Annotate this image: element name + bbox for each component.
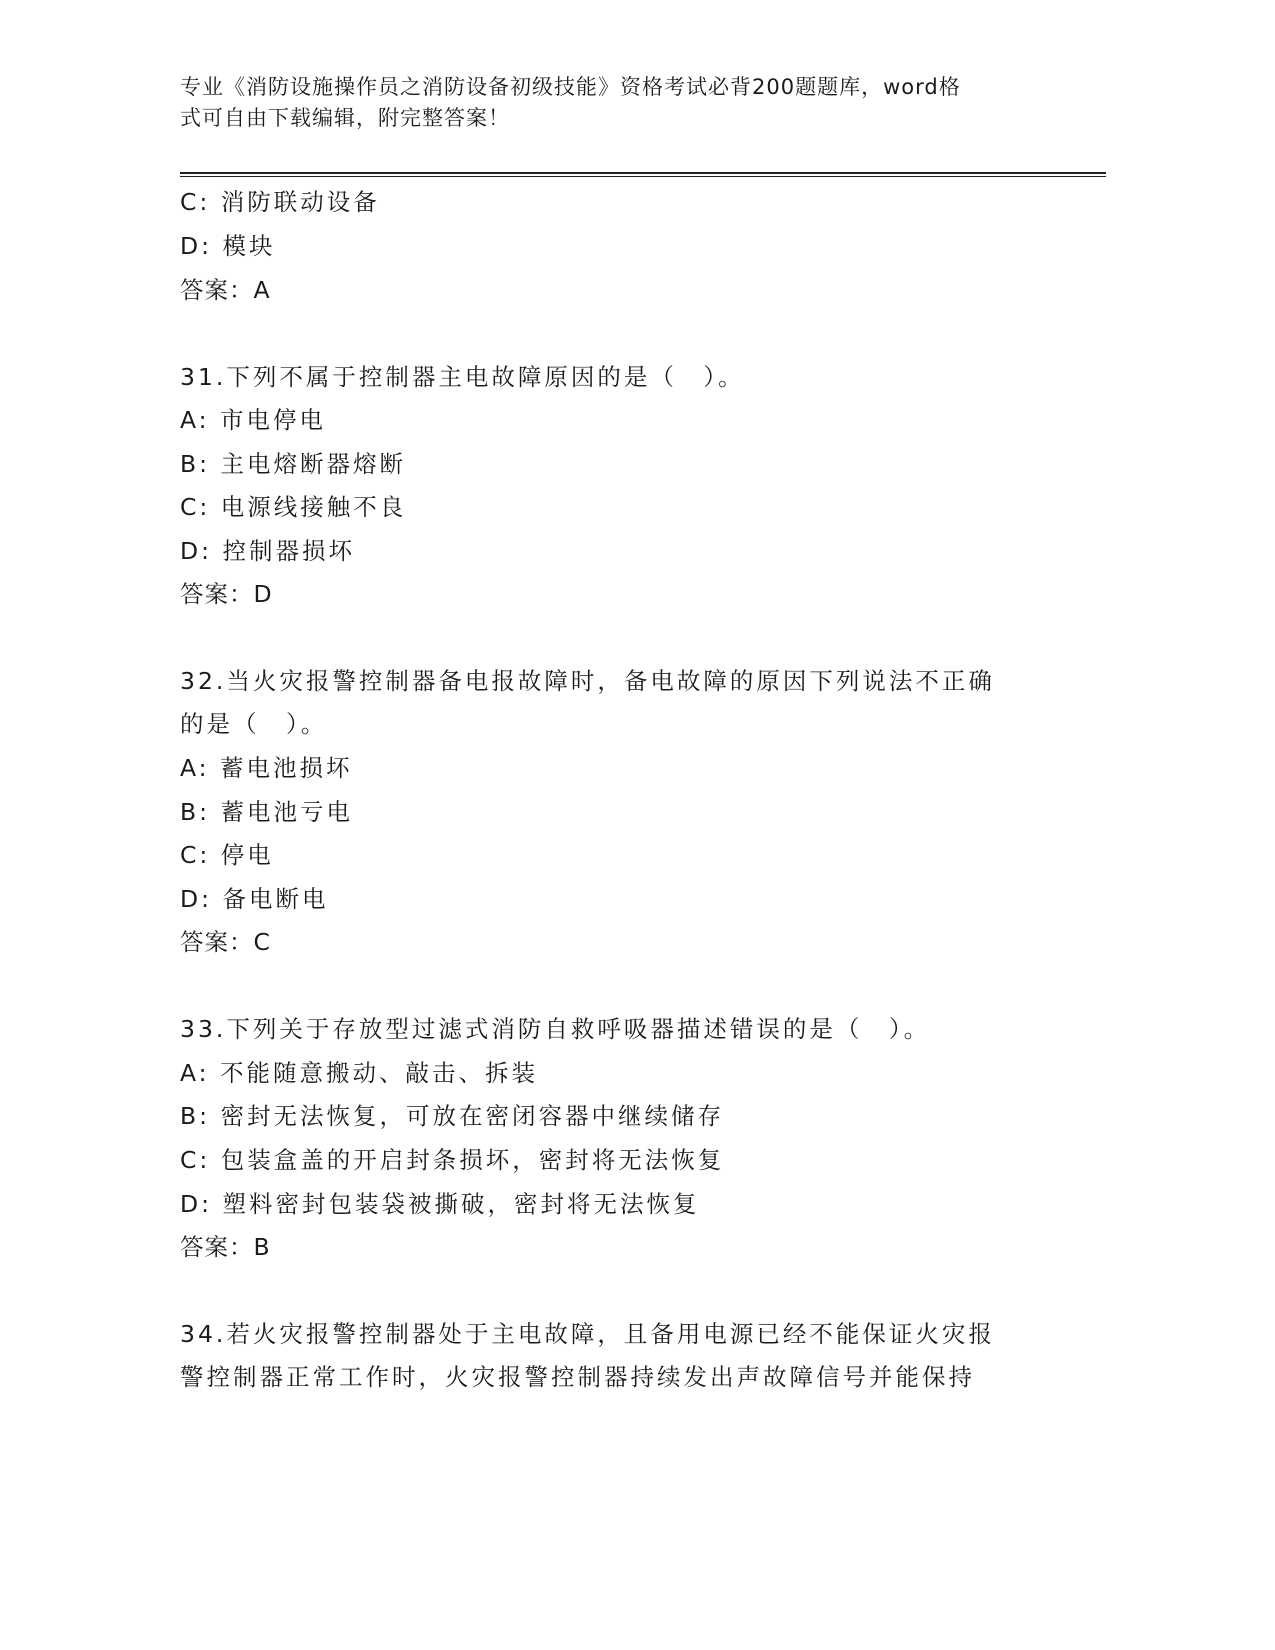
prev-option-c: C: 消防联动设备 xyxy=(180,188,380,216)
q32-option-a: A: 蓄电池损坏 xyxy=(180,754,353,782)
q31-option-c: C: 电源线接触不良 xyxy=(180,493,407,521)
q32-option-b: B: 蓄电池亏电 xyxy=(180,798,354,826)
q33-option-d: D: 塑料密封包装袋被撕破，密封将无法恢复 xyxy=(180,1190,700,1218)
q32-answer: 答案：C xyxy=(180,928,271,956)
q33-option-b: B: 密封无法恢复，可放在密闭容器中继续储存 xyxy=(180,1102,725,1130)
header-line-1: 专业《消防设施操作员之消防设备初级技能》资格考试必背200题题库，word格 xyxy=(180,75,961,99)
q32-option-d: D: 备电断电 xyxy=(180,885,329,913)
q33-option-a: A: 不能随意搬动、敲击、拆装 xyxy=(180,1059,539,1087)
q33-stem: 33.下列关于存放型过滤式消防自救呼吸器描述错误的是（ ）。 xyxy=(180,1015,931,1043)
q31-option-b: B: 主电熔断器熔断 xyxy=(180,450,407,478)
q34-stem-line-2: 警控制器正常工作时，火灾报警控制器持续发出声故障信号并能保持 xyxy=(180,1363,975,1391)
q32-option-c: C: 停电 xyxy=(180,841,274,869)
document-header xyxy=(180,72,1030,134)
q32-stem-line-1: 32.当火灾报警控制器备电报故障时，备电故障的原因下列说法不正确 xyxy=(180,667,995,695)
prev-answer: 答案：A xyxy=(180,276,271,304)
q34-stem-line-1: 34.若火灾报警控制器处于主电故障，且备用电源已经不能保证火灾报 xyxy=(180,1320,995,1348)
header-rule-thin xyxy=(180,176,1106,177)
q31-option-a: A: 市电停电 xyxy=(180,406,327,434)
q31-stem: 31.下列不属于控制器主电故障原因的是（ ）。 xyxy=(180,363,745,391)
q31-answer: 答案：D xyxy=(180,580,273,608)
header-line-2: 式可自由下载编辑，附完整答案！ xyxy=(180,106,510,130)
header-rule-thick xyxy=(180,172,1106,174)
prev-option-d: D: 模块 xyxy=(180,232,276,260)
q31-option-d: D: 控制器损坏 xyxy=(180,537,355,565)
q33-option-c: C: 包装盒盖的开启封条损坏，密封将无法恢复 xyxy=(180,1146,725,1174)
q32-stem-line-2: 的是（ ）。 xyxy=(180,710,328,738)
q33-answer: 答案：B xyxy=(180,1233,271,1261)
